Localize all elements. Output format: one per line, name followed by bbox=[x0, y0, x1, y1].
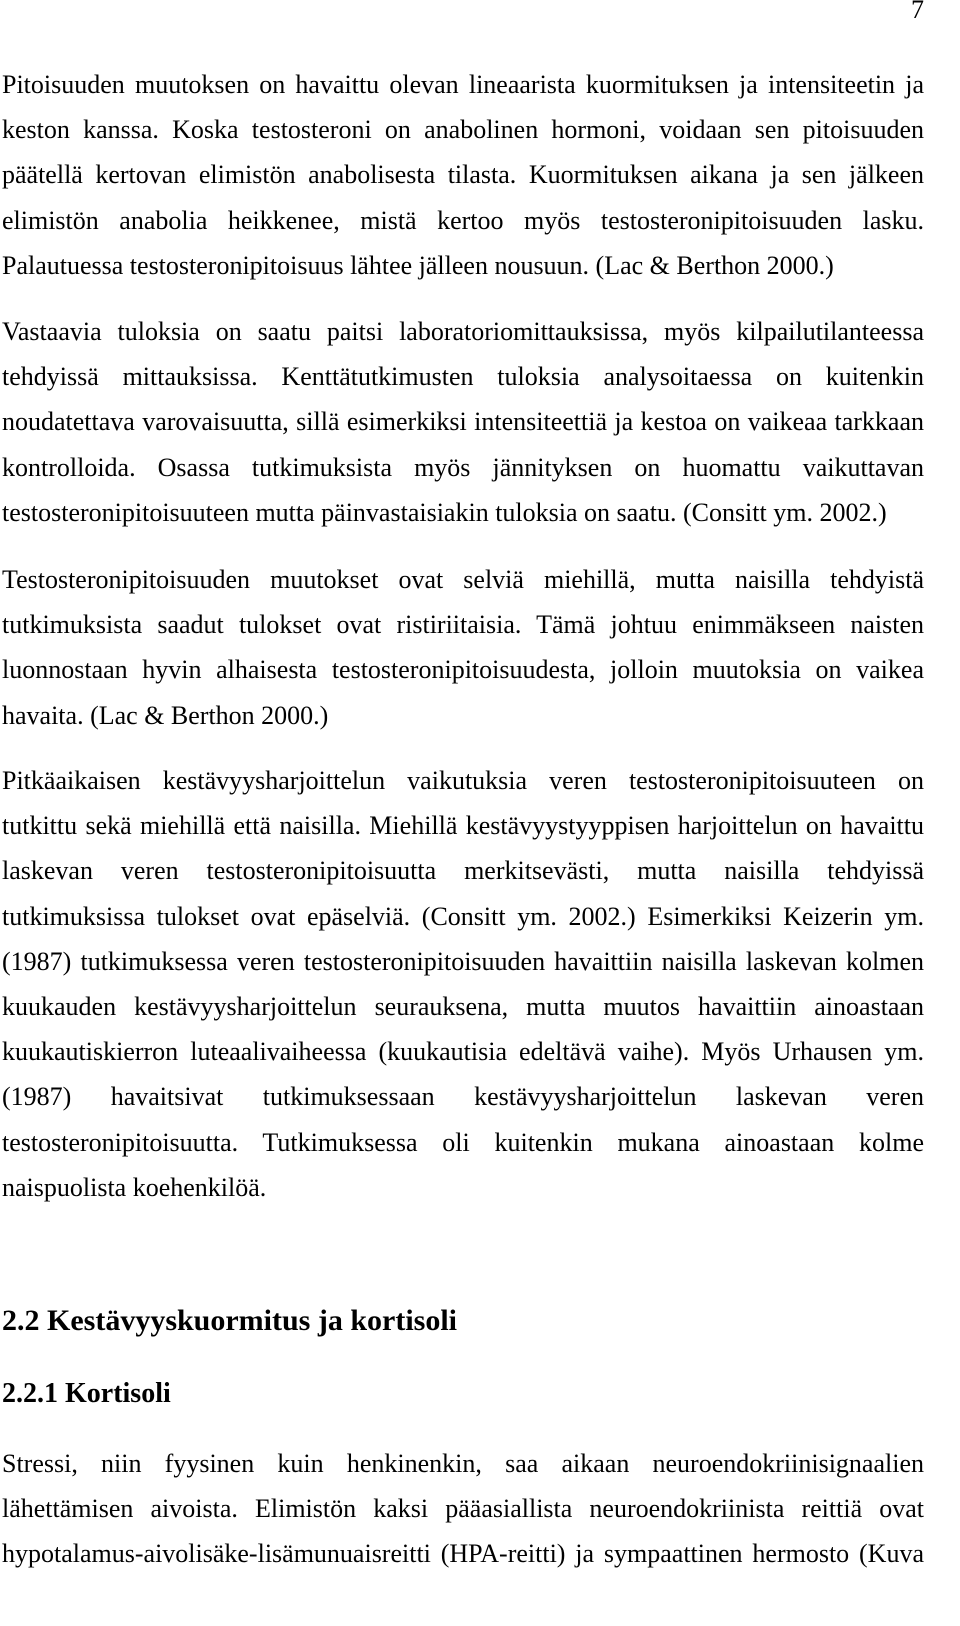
paragraph-line: Testosteronipitoisuuden muutokset ovat selviä miehillä, mutta naisilla tehdyistä bbox=[2, 565, 924, 594]
body-paragraph bbox=[2, 62, 924, 288]
paragraph-line: tutkimuksissa tulokset ovat epäselviä. (Consitt ym. 2002.) Esimerkiksi Keizerin ym. bbox=[2, 901, 924, 931]
paragraph-line: Pitoisuuden muutoksen on havaittu olevan lineaarista kuormituksen ja intensiteetin ja bbox=[2, 70, 924, 99]
paragraph-line: Vastaavia tuloksia on saatu paitsi laboratoriomittauksissa, myös kilpailutilanteessa bbox=[2, 317, 924, 346]
paragraph-line: (1987) havaitsivat tutkimuksessaan kestävyysharjoittelun laskevan veren bbox=[2, 1082, 924, 1112]
paragraph-line: lähettämisen aivoista. Elimistön kaksi pääasiallista neuroendokriinista reittiä ovat bbox=[2, 1494, 924, 1524]
body-paragraph bbox=[2, 309, 924, 535]
paragraph-line: Stressi, niin fyysinen kuin henkinenkin, saa aikaan neuroendokriinisignaalien bbox=[2, 1449, 924, 1478]
page-number: 7 bbox=[911, 0, 924, 24]
paragraph-line: testosteronipitoisuuteen mutta päinvastaisiakin tuloksia on saatu. (Consitt ym. 2002.) bbox=[2, 497, 887, 527]
paragraph-line: kuukauden kestävyysharjoittelun seurauksena, mutta muutos havaittiin ainoastaan bbox=[2, 992, 924, 1022]
paragraph-line: luonnostaan hyvin alhaisesta testosteronipitoisuudesta, jolloin muutoksia on vaikea bbox=[2, 655, 924, 685]
paragraph-line: Pitkäaikaisen kestävyysharjoittelun vaikutuksia veren testosteronipitoisuuteen on bbox=[2, 766, 924, 795]
body-paragraph bbox=[2, 1441, 924, 1577]
paragraph-line: kontrolloida. Osassa tutkimuksista myös jännityksen on huomattu vaikuttavan bbox=[2, 452, 924, 482]
paragraph-line: testosteronipitoisuutta. Tutkimuksessa oli kuitenkin mukana ainoastaan kolme bbox=[2, 1127, 924, 1157]
paragraph-line: kuukautiskierron luteaalivaiheessa (kuukautisia edeltävä vaihe). Myös Urhausen ym. bbox=[2, 1037, 924, 1067]
body-paragraph bbox=[2, 758, 924, 1210]
paragraph-line: päätellä kertovan elimistön anabolisesta tilasta. Kuormituksen aikana ja sen jälkeen bbox=[2, 160, 924, 190]
paragraph-line: (1987) tutkimuksessa veren testosteronipitoisuuden havaittiin naisilla laskevan kolmen bbox=[2, 946, 924, 976]
paragraph-line: tutkimuksista saadut tulokset ovat ristiriitaisia. Tämä johtuu enimmäkseen naisten bbox=[2, 610, 924, 640]
paragraph-line: laskevan veren testosteronipitoisuutta merkitsevästi, mutta naisilla tehdyissä bbox=[2, 856, 924, 886]
paragraph-line: tutkittu sekä miehillä että naisilla. Miehillä kestävyystyyppisen harjoittelun on havaittu bbox=[2, 811, 924, 841]
body-paragraph bbox=[2, 557, 924, 738]
paragraph-line: hypotalamus-aivolisäke-lisämunuaisreitti (HPA-reitti) ja sympaattinen hermosto (Kuva bbox=[2, 1539, 924, 1569]
subsection-heading: 2.2.1 Kortisoli bbox=[2, 1378, 171, 1409]
paragraph-line: elimistön anabolia heikkenee, mistä kertoo myös testosteronipitoisuuden lasku. bbox=[2, 205, 924, 235]
section-heading: 2.2 Kestävyyskuormitus ja kortisoli bbox=[2, 1304, 458, 1337]
paragraph-line: noudatettava varovaisuutta, sillä esimerkiksi intensiteettiä ja kestoa on vaikeaa tarkkaan bbox=[2, 407, 924, 437]
paragraph-line: havaita. (Lac & Berthon 2000.) bbox=[2, 700, 329, 730]
paragraph-line: keston kanssa. Koska testosteroni on anabolinen hormoni, voidaan sen pitoisuuden bbox=[2, 115, 924, 145]
paragraph-line: Palautuessa testosteronipitoisuus lähtee jälleen nousuun. (Lac & Berthon 2000.) bbox=[2, 250, 834, 280]
paragraph-line: naispuolista koehenkilöä. bbox=[2, 1172, 267, 1202]
paragraph-line: tehdyissä mittauksissa. Kenttätutkimusten tuloksia analysoitaessa on kuitenkin bbox=[2, 362, 924, 392]
